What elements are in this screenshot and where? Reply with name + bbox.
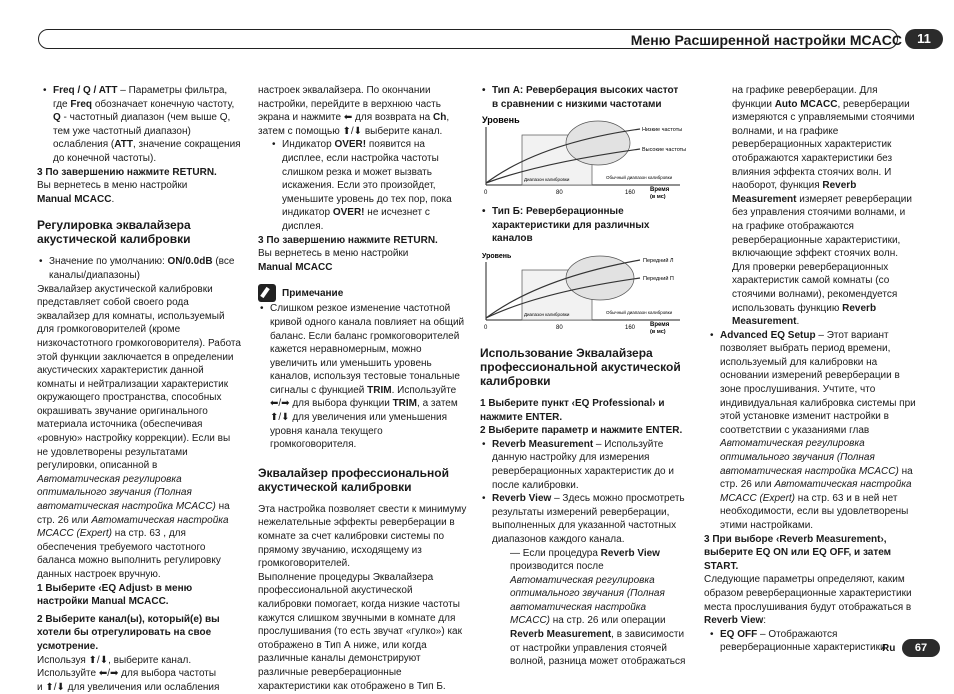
chart-b-front-r: Передний П [643, 275, 674, 282]
advanced-eq-bullet: • Advanced EQ Setup – Этот вариант позволяет выбрать период времени, используемый для калибровки на основании измерений реверберации в зоне прослушивания. Учтите, что индивидуальная калибровка системы при этой установке изменит настройки в соответствии с указаниями глав Автоматическая регулировка оптимального звучания (Полная автоматическая настройка MCACC) на стр. 26 или Автоматическая настройка MCACC (Expert) на стр. 63 и в ней нет необходимости, если вы удовлетворены этими настройками. [708, 329, 918, 533]
step-2: 2 Выберите канал(ы), который(е) вы хотели бы отрегулировать на свое усмотрение. [37, 613, 220, 652]
chart-a-ylabel: Уровень [482, 115, 520, 126]
pro-text-2: Выполнение процедуры Эквалайзера профессиональной акустической калибровки помогает, когда низкие частоты кажутся слишком звучными в комнате для прослушивания (то есть звучат «гулко») как отображено в Тип А ниже, или когда различные каналы демонстрируют различные реверберационные характеристики как отображено в Тип Б. [258, 571, 462, 692]
column-1 [37, 84, 242, 694]
over-bullet: • Индикатор OVER! появится на дисплее, если настройка частоты слишком резка и может вызвать искажения. Если это произойдет, уменьшите уровень до тех пор, пока индикатор OVER! не исчезнет с дисплея. [258, 138, 468, 233]
step-2-b: Используйте ⬅/➡ для выбора частоты [37, 668, 217, 680]
col2-step-3: 3 По завершению нажмите RETURN. [258, 234, 438, 246]
col2-step-3-text: Вы вернетесь в меню настройки Manual MCACC [258, 248, 409, 273]
note-heading: Примечание [258, 284, 468, 302]
page-number: 67 [902, 639, 940, 657]
type-b-heading: • Тип Б: Реверберационные характеристики для различных каналов [480, 205, 686, 246]
reverb-dash-note: — Если процедура Reverb View производится после Автоматическая регулировка оптимального звучания (Полная автоматическая настройка MCACC) на стр. 26 или операции Reverb Measurement, в зависимости от настройки управления стоячей волной, разница может отображаться [510, 547, 686, 668]
column-2 [258, 84, 468, 693]
section-heading-use: Использование Эквалайзера профессиональной акустической калибровки [480, 345, 681, 388]
chart-b-tick-160: 160 [625, 324, 636, 331]
chart-b-xlabel: Время [650, 321, 670, 328]
col3-step-1: 1 Выберите пункт ‹EQ Professional› и нажмите ENTER. [480, 397, 665, 423]
chart-b-ylabel: Уровень [482, 252, 512, 260]
page-title: Меню Расширенной настройки MCACC [630, 32, 902, 48]
step-2-a: Используя ⬆/⬇, выберите канал. [37, 654, 192, 666]
chart-b-front-l: Передний Л [643, 257, 674, 264]
pro-text: Эта настройка позволяет свести к минимуму нежелательные эффекты реверберации в комнате за счет калибровки системы по прямому звучанию, исходящему из громкоговорителей. [258, 503, 467, 570]
chart-a-low-label: Низкие частоты [642, 127, 683, 134]
col4-step-3: 3 При выборе ‹Reverb Measurement›, выберите EQ ON или EQ OFF, и затем START. [704, 533, 892, 572]
step-2-c: и ⬆/⬇ для увеличения или ослабления [37, 681, 220, 693]
chapter-badge: 11 [905, 29, 943, 49]
chart-a-high-label: Высокие частоты [642, 147, 686, 154]
col2-intro: настроек эквалайзера. По окончании настройки, перейдите в верхнюю часть экрана и нажмите ⬅ для возврата на Ch, затем с помощью ⬆/⬇ выберите канал. [258, 85, 450, 137]
note-bullet: • Слишком резкое изменение частотной кривой одного канала повлияет на общий баланс. Если баланс громкоговорителей кажется неравномерным, можно увеличить или уменьшить уровень каналов, используя тестовые тональные сигналы с функцией TRIM. Используйте ⬅/➡ для выбора функции TRIM, а затем ⬆/⬇ для увеличения или уменьшения уровня канала текущего громкоговорителя. [258, 302, 468, 452]
chart-type-a [480, 113, 686, 199]
chart-a-tick-160: 160 [625, 190, 636, 197]
column-3 [480, 84, 686, 669]
column-4 [704, 84, 918, 655]
step-3-text: Вы вернетесь в меню настройки Manual MCACC. [37, 180, 188, 205]
type-a-heading: • Тип A: Реверберация высоких частот в сравнении с низкими частотами [480, 84, 686, 111]
chart-a-range2-label: Обычный диапазон калибровки [606, 175, 673, 181]
step-3: 3 По завершению нажмите RETURN. [37, 166, 217, 178]
reverb-measurement-bullet: • Reverb Measurement – Используйте данную настройку для измерения реверберационных характеристик до и после калибровки. [480, 438, 686, 492]
reverb-view-bullet: • Reverb View – Здесь можно просмотреть результаты измерений реверберации, выполненных для указанной частотных диапазонов каждого канала. [480, 492, 686, 546]
col3-step-2: 2 Выберите параметр и нажмите ENTER. [480, 425, 683, 437]
section-heading-pro: Эквалайзер профессиональной акустической калибровки [258, 465, 449, 494]
section-heading-eq: Регулировка эквалайзера акустической калибровки [37, 218, 191, 247]
chart-a-tick-80: 80 [556, 190, 563, 197]
chart-a-xlabel: Время [650, 187, 670, 194]
step-1: 1 Выберите ‹EQ Adjust› в меню настройки Manual MCACC. [37, 582, 193, 608]
chart-b-range1-label: Диапазон калибровки [524, 311, 570, 317]
chart-b-range2-label: Обычный диапазон калибровки [606, 309, 673, 315]
chart-a-range2 [566, 121, 630, 165]
note-pencil-icon [258, 284, 276, 302]
footer-lang: Ru [882, 643, 896, 654]
freq-bullet: • Freq / Q / ATT – Параметры фильтра, где Freq обозначает конечную частоту, Q - частотный диапазон (чем выше Q, тем уже частотный диапазон) ослабления (ATT, значение сокращения до конечной частоты). [41, 84, 242, 166]
default-bullet: • Значение по умолчанию: ON/0.0dB (все каналы/диапазоны) [37, 255, 242, 282]
eq-off-bullet: • EQ OFF – Отображаются реверберационные характеристики [708, 628, 918, 655]
eq-body: Эквалайзер акустической калибровки представляет собой своего рода эквалайзер для комнаты, используемый для громкоговорителей (кроме низкочастотного громкоговорителя). Работа этой функции заключается в определении акустических характеристик данной комнаты и нейтрализации характеристик окружающего пространства, способных окрашивать звучание оригинального материала источника (обеспечивая «ровную» настройку коррекции). Если вы не удовлетворены результатами регулировки, описанной в Автоматическая регулировка оптимального звучания (Полная автоматическая настройка MCACC) на стр. 26 или Автоматическая настройка MCACC (Expert) на стр. 63 , для обеспечения требуемого частотного баланса можно выполнить регулировку данных настроек вручную. [37, 283, 241, 580]
chart-a-tick-0: 0 [484, 190, 488, 197]
chart-a-range1-label: Диапазон калибровки [524, 177, 570, 183]
chart-type-b [480, 248, 686, 334]
chart-b-tick-0: 0 [484, 324, 488, 331]
col4-text: на графике реверберации. Для функции Auto MCACC, реверберации измеряются с управляемыми стоячими волнами, и на графике реверберационных характеристик отображаются характеристики без влияния эффекта стоячих волн. И наоборот, функция Reverb Measurement измеряет реверберации без управления стоячими волнами, и на графике отображаются реверберационные характеристики, включающие эффект стоячих волн. Для проверки реверберационных характеристик самой комнаты (со стоячими волнами), рекомендуется использовать функцию Reverb Measurement. [732, 85, 915, 328]
chart-b-tick-80: 80 [556, 324, 563, 331]
chart-a-xunit: (в мс) [650, 194, 666, 200]
chart-b-xunit: (в мс) [650, 328, 666, 334]
col4-step-3-text: Следующие параметры определяют, каким образом реверберационные характеристики места прослушивания будут отображаться в Reverb View: [704, 574, 912, 627]
